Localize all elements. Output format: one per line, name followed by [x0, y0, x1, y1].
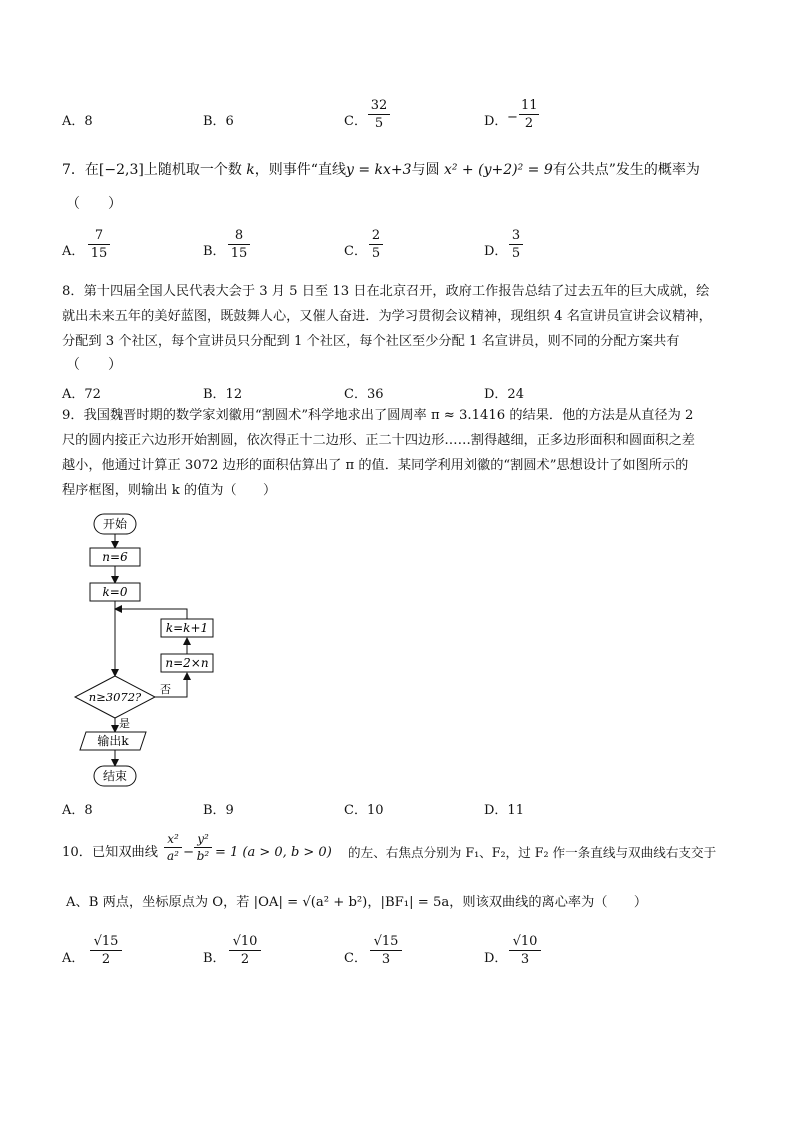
flowchart-condition-label: n≥3072? — [88, 690, 142, 704]
q9-option-a: A．8 — [62, 803, 93, 818]
q7-line-equation: y = kx+3 — [345, 162, 412, 178]
q9-line-3: 越小，他通过计算正 3072 边形的面积估算出了 π 的值．某同学利用刘徽的“割圆术”思想设计了如图所示的 — [62, 458, 689, 473]
flowchart-init-k-label: k=0 — [102, 585, 128, 599]
q10-y-num: y² — [197, 832, 209, 846]
q7-option-b-prefix: B． — [203, 244, 226, 259]
flowchart-init-n-label: n=6 — [102, 550, 128, 564]
q6-option-c-den: 5 — [374, 116, 384, 131]
q6-option-c-fraction — [368, 98, 390, 131]
q7-stem-d: 与圆 — [411, 162, 440, 178]
q8-answer-paren: （ ） — [66, 357, 122, 373]
q7-option-a-fraction — [88, 228, 110, 261]
q7-option-c-num: 2 — [371, 228, 381, 243]
q10-option-b-prefix: B． — [203, 951, 226, 966]
q6-option-d-sign: − — [507, 110, 518, 125]
q10-minus: − — [183, 845, 195, 860]
q7-circle-equation: x² + (y+2)² = 9 — [443, 162, 553, 178]
q9-option-c: C．10 — [344, 803, 384, 818]
q10-x-den: a² — [167, 849, 179, 863]
q7-option-b-den: 15 — [230, 246, 248, 261]
q8-option-c: C．36 — [344, 387, 384, 402]
q7-option-c-den: 5 — [371, 246, 381, 261]
q10-option-a-num: √15 — [93, 934, 119, 949]
q7-option-b-fraction — [228, 228, 250, 261]
q7-option-c-fraction — [369, 228, 383, 261]
q6-option-d-prefix: D． — [484, 114, 508, 129]
q6-option-c-num: 32 — [370, 98, 388, 113]
q7-option-d-fraction — [509, 228, 523, 261]
q10-option-d-den: 3 — [520, 952, 530, 967]
flowchart-no-label: 否 — [160, 683, 171, 696]
q8-option-a: A．72 — [62, 387, 101, 402]
q10-option-b-num: √10 — [232, 934, 258, 949]
flowchart-end-label: 结束 — [102, 769, 128, 783]
q9-option-d: D．11 — [484, 803, 524, 818]
q8-option-d: D．24 — [484, 387, 524, 402]
q8-line-2: 就出未来五年的美好蓝图，既鼓舞人心，又催人奋进．为学习贯彻会议精神，现组织 4 名宣讲员宣讲会议精神， — [62, 309, 712, 324]
q10-x-num: x² — [167, 832, 179, 846]
flowchart-yes-label: 是 — [119, 717, 130, 730]
q10-y-den: b² — [196, 849, 210, 863]
flowchart-update-n-label: n=2×n — [165, 656, 209, 670]
q7-stem-a: 7．在 — [62, 162, 99, 178]
q7-interval: [−2,3] — [98, 162, 144, 178]
q10-stem-b: 的左、右焦点分别为 F₁、F₂，过 F₂ 作一条直线与双曲线右支交于 — [348, 845, 717, 860]
q10-line-2: A、B 两点，坐标原点为 O，若 |OA| = √(a² + b²)，|BF₁| = 5a，则该双曲线的离心率为（ ） — [66, 895, 648, 910]
q6-option-d-den: 2 — [524, 116, 534, 131]
q7-option-a-den: 15 — [90, 246, 108, 261]
q10-option-c-num: √15 — [373, 934, 399, 949]
q7-option-d-den: 5 — [511, 246, 521, 261]
q8-line-1: 8．第十四届全国人民代表大会于 3 月 5 日至 13 日在北京召开，政府工作报告总结了过去五年的巨大成就，绘 — [62, 284, 710, 299]
q9-option-b: B．9 — [203, 803, 234, 818]
q10-x-fraction — [164, 832, 182, 863]
q7-option-a-prefix: A． — [62, 244, 85, 259]
q7-stem-e: 有公共点”发生的概率为 — [552, 162, 700, 178]
q10-option-a-den: 2 — [101, 952, 111, 967]
q7-option-b-num: 8 — [234, 228, 244, 243]
q7-stem — [62, 160, 700, 180]
q8-option-b: B．12 — [203, 387, 243, 402]
q9-line-1: 9．我国魏晋时期的数学家刘徽用“割圆术”科学地求出了圆周率 π ≈ 3.1416 的结果．他的方法是从直径为 2 — [62, 408, 694, 423]
q10-option-d-fraction — [509, 934, 541, 967]
q9-line-4: 程序框图，则输出 k 的值为（ ） — [62, 483, 277, 498]
q10-option-b-den: 2 — [240, 952, 250, 967]
q10-option-c-fraction — [370, 934, 402, 967]
q7-option-d-prefix: D． — [484, 244, 508, 259]
q6-option-c-prefix: C． — [344, 114, 367, 129]
q7-option-c-prefix: C． — [344, 244, 367, 259]
q6-option-d-num: 11 — [521, 98, 538, 113]
q7-stem-c: ，则事件“直线 — [254, 162, 346, 178]
q10-option-d-num: √10 — [512, 934, 538, 949]
q7-option-a-num: 7 — [94, 228, 104, 243]
q7-var-k: k — [246, 162, 255, 178]
program-flowchart — [60, 508, 240, 793]
q10-option-d-prefix: D． — [484, 951, 508, 966]
q10-option-a-prefix: A． — [62, 951, 85, 966]
q6-option-b: B．6 — [203, 114, 234, 129]
q7-stem-b: 上随机取一个数 — [143, 162, 242, 178]
flowchart-start-label: 开始 — [102, 517, 128, 531]
q10-y-fraction — [194, 832, 212, 863]
q7-answer-paren: （ ） — [66, 196, 122, 212]
flowchart-update-k-label: k=k+1 — [165, 621, 209, 635]
flowchart-output-label: 输出k — [97, 734, 129, 748]
q10-option-c-den: 3 — [381, 952, 391, 967]
q10-equation-rest: = 1 (a > 0, b > 0) — [215, 845, 332, 860]
q10-stem-a: 10．已知双曲线 — [62, 845, 158, 860]
q6-option-d-fraction — [519, 98, 539, 131]
q10-option-c-prefix: C． — [344, 951, 367, 966]
q6-option-a: A．8 — [62, 114, 93, 129]
q7-option-d-num: 3 — [511, 228, 521, 243]
q10-option-b-fraction — [229, 934, 261, 967]
q8-line-3: 分配到 3 个社区，每个宣讲员只分配到 1 个社区，每个社区至少分配 1 名宣讲员，则不同的分配方案共有 — [62, 334, 680, 349]
q10-option-a-fraction — [90, 934, 122, 967]
q9-line-2: 尺的圆内接正六边形开始割圆，依次得正十二边形、正二十四边形……割得越细，正多边形面积和圆面积之差 — [62, 433, 695, 448]
